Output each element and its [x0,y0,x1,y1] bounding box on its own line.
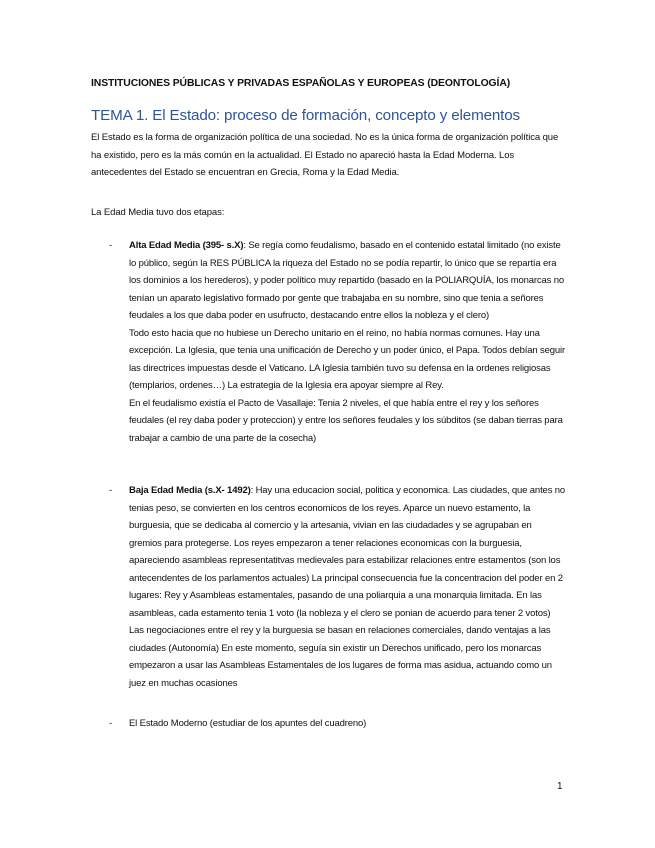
paragraph: En el feudalismo existía el Pacto de Vasallaje: Tenia 2 niveles, el que había entre el rey y los señores feudales (el rey daba poder y proteccion) y entre los señores feudales y los súbditos (se daban tierras para trabajar a cambio de una parte de la cosecha) [129,397,563,444]
item-heading: Alta Edad Media (395- s.X) [129,240,244,251]
list-item-text [129,715,566,733]
topic-title: TEMA 1. El Estado: proceso de formación, concepto y elementos [91,107,520,124]
intro-text: El Estado es la forma de organización política de una sociedad. No es la única forma de organización política que ha existido, pero es la más común en la actualidad. El Estado no apareció hasta la Edad Moderna. Los antecedentes del Estado se encuentran en Grecia, Roma y la Edad Media. [91,132,559,178]
paragraph [129,482,566,692]
item-body: : Se regía como feudalismo, basado en el contenido estatal limitado (no existe lo público, según la RES PÚBLICA la riqueza del Estado no se podía repartir, lo único que se repartía era los dominios a los herederos), y poder político muy repartido (basado en la POLIARQUÍA, los monarcas no tenían un aparato legislativo formado por gente que trabajaba en su nombre, sino que tenia a señores feudales a los que daba poder en usufructo, destacando entre ellos la nobleza y el clero) [129,240,564,321]
list-item-text [129,482,566,692]
stages-intro: La Edad Media tuvo dos etapas: [91,207,225,218]
list-item-text [129,237,566,447]
bullet-dash: - [109,718,113,729]
bullet-dash: - [109,485,113,496]
page-number: 1 [557,781,563,792]
item-body: : Hay una educacion social, politica y economica. Las ciudades, que antes no tenias peso, se convierten en los centros economicos de los reyes. Aparce un nuevo estamento, la burguesia, que se dedicaba al comercio y la artesania, vivian en las ciudadades y se agrupaban en gremios para protegerse. Los reyes empezaron a tener relaciones economicas con la burguesia, apareciendo asambleas representatitvas medievales para estabilizar relaciones entre estamentos (son los antecendentes de los parlamentos actuales) La principal consecuencia fue la concentracion del poder en 2 lugares: Rey y Asambleas estamentales, pasando de una poliarquia a una monarquia limitada. En las asambleas, cada estamento tenia 1 voto (la nobleza y el clero se ponian de acuerdo para tener 2 votos) Las negociaciones entre el rey y la burguesia se basan en relaciones comerciales, dando ventajas a las ciudades (Autonomía) En este momento, seguía sin existir un Derechos unificado, pero los monarcas empezaron a usar las Asambleas Estamentales de los lugares de forma mas asidua, actuando como un juez en muchas ocasiones [129,485,566,689]
intro-paragraph [91,129,566,182]
course-header: INSTITUCIONES PÚBLICAS Y PRIVADAS ESPAÑOLAS Y EUROPEAS (DEONTOLOGÍA) [91,78,511,89]
paragraph: El Estado Moderno (estudiar de los apuntes del cuadreno) [129,718,367,729]
paragraph [129,237,566,325]
paragraph: Todo esto hacia que no hubiese un Derecho unitario en el reino, no había normas comunes. Hay una excepción. La Iglesia, que tenia una unificación de Derecho y un poder único, el Papa. Todos debían seguir las directrices impuestas desde el Vaticano. LA Iglesia también tuvo su defensa en la ordenes religiosas (templarios, ordenes…) La estrategia de la Iglesia era apoyar siempre al Rey. [129,327,566,391]
item-heading: Baja Edad Media (s.X- 1492) [129,485,251,496]
bullet-dash: - [109,240,113,251]
